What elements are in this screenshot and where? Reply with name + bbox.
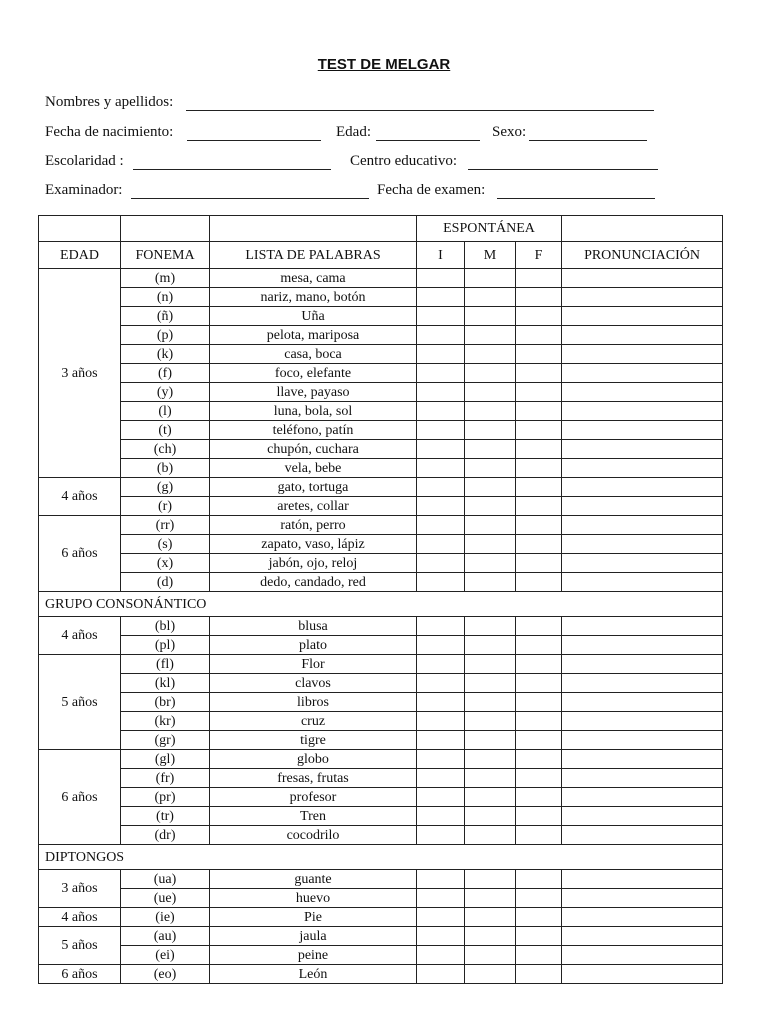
table-row (39, 497, 723, 516)
fonema-cell: (bl) (121, 617, 210, 636)
fonema-cell: (gl) (121, 750, 210, 769)
page-title: TEST DE MELGAR (317, 56, 451, 73)
fonema-cell: (k) (121, 345, 210, 364)
pronunciacion-cell[interactable] (562, 364, 723, 383)
i-cell[interactable] (417, 383, 465, 402)
m-cell[interactable] (465, 927, 516, 946)
table-row (39, 807, 723, 826)
section-row (39, 845, 723, 870)
f-cell[interactable] (516, 807, 562, 826)
i-header: I (417, 242, 465, 269)
table-row (39, 459, 723, 478)
table-row (39, 269, 723, 288)
i-cell[interactable] (417, 965, 465, 984)
m-cell[interactable] (465, 870, 516, 889)
f-cell[interactable] (516, 421, 562, 440)
i-cell[interactable] (417, 788, 465, 807)
i-cell[interactable] (417, 889, 465, 908)
fonema-cell: (ñ) (121, 307, 210, 326)
pronunciacion-cell[interactable] (562, 516, 723, 535)
m-cell[interactable] (465, 636, 516, 655)
fonema-cell: (rr) (121, 516, 210, 535)
age-cell: 6 años (39, 516, 121, 592)
palabras-cell: tigre (210, 731, 417, 750)
f-cell[interactable] (516, 712, 562, 731)
nombres-label: Nombres y apellidos: (45, 94, 174, 110)
f-cell[interactable] (516, 889, 562, 908)
pronunciacion-cell[interactable] (562, 573, 723, 592)
i-cell[interactable] (417, 554, 465, 573)
pronunciacion-cell[interactable] (562, 788, 723, 807)
fonema-cell: (m) (121, 269, 210, 288)
pronunciacion-cell[interactable] (562, 946, 723, 965)
m-cell[interactable] (465, 807, 516, 826)
palabras-cell: blusa (210, 617, 417, 636)
table-row (39, 307, 723, 326)
fonema-cell: (br) (121, 693, 210, 712)
fonema-cell: (p) (121, 326, 210, 345)
m-cell[interactable] (465, 769, 516, 788)
table-row (39, 440, 723, 459)
f-cell[interactable] (516, 459, 562, 478)
palabras-cell: chupón, cuchara (210, 440, 417, 459)
m-header: M (465, 242, 516, 269)
edad-header: EDAD (39, 242, 121, 269)
table-row (39, 908, 723, 927)
centro-field[interactable] (468, 169, 658, 170)
fonema-header: FONEMA (121, 242, 210, 269)
fonema-cell: (y) (121, 383, 210, 402)
fonema-cell: (eo) (121, 965, 210, 984)
table-row (39, 345, 723, 364)
pronunciacion-cell[interactable] (562, 712, 723, 731)
fonema-cell: (d) (121, 573, 210, 592)
table-row (39, 516, 723, 535)
escolaridad-label: Escolaridad : (45, 153, 124, 169)
palabras-cell: libros (210, 693, 417, 712)
section-title: DIPTONGOS (39, 845, 723, 870)
m-cell[interactable] (465, 535, 516, 554)
f-cell[interactable] (516, 965, 562, 984)
table-row (39, 383, 723, 402)
fonema-cell: (ua) (121, 870, 210, 889)
fonema-cell: (b) (121, 459, 210, 478)
table-row (39, 946, 723, 965)
pronunciacion-cell[interactable] (562, 750, 723, 769)
i-cell[interactable] (417, 573, 465, 592)
palabras-cell: Flor (210, 655, 417, 674)
fonema-cell: (fr) (121, 769, 210, 788)
f-cell[interactable] (516, 731, 562, 750)
palabras-cell: clavos (210, 674, 417, 693)
palabras-cell: Pie (210, 908, 417, 927)
i-cell[interactable] (417, 459, 465, 478)
pronunciacion-cell[interactable] (562, 421, 723, 440)
age-cell: 4 años (39, 478, 121, 516)
age-cell: 4 años (39, 908, 121, 927)
fonema-cell: (kl) (121, 674, 210, 693)
pronunciacion-cell[interactable] (562, 693, 723, 712)
fonema-cell: (pr) (121, 788, 210, 807)
pronunciacion-cell[interactable] (562, 655, 723, 674)
table-row (39, 364, 723, 383)
f-cell[interactable] (516, 946, 562, 965)
pronunciacion-cell[interactable] (562, 383, 723, 402)
table-row (39, 674, 723, 693)
f-cell[interactable] (516, 788, 562, 807)
i-cell[interactable] (417, 269, 465, 288)
palabras-cell: zapato, vaso, lápiz (210, 535, 417, 554)
f-cell[interactable] (516, 440, 562, 459)
header-row-2 (39, 242, 723, 269)
palabras-cell: pelota, mariposa (210, 326, 417, 345)
fonema-cell: (t) (121, 421, 210, 440)
f-cell[interactable] (516, 516, 562, 535)
table-row (39, 478, 723, 497)
age-cell: 6 años (39, 750, 121, 845)
pronunciacion-cell[interactable] (562, 617, 723, 636)
i-cell[interactable] (417, 364, 465, 383)
fonema-cell: (fl) (121, 655, 210, 674)
palabras-cell: profesor (210, 788, 417, 807)
table-row (39, 750, 723, 769)
m-cell[interactable] (465, 712, 516, 731)
fonema-cell: (ei) (121, 946, 210, 965)
m-cell[interactable] (465, 965, 516, 984)
header-row-1 (39, 216, 723, 242)
fonema-cell: (s) (121, 535, 210, 554)
fonema-cell: (dr) (121, 826, 210, 845)
i-cell[interactable] (417, 636, 465, 655)
f-cell[interactable] (516, 497, 562, 516)
i-cell[interactable] (417, 674, 465, 693)
fecha-examen-field[interactable] (497, 198, 655, 199)
m-cell[interactable] (465, 516, 516, 535)
m-cell[interactable] (465, 655, 516, 674)
pronunciacion-cell[interactable] (562, 535, 723, 554)
fecha-nacimiento-label: Fecha de nacimiento: (45, 124, 174, 140)
pronunciacion-cell[interactable] (562, 807, 723, 826)
pronunciacion-cell[interactable] (562, 478, 723, 497)
f-cell[interactable] (516, 288, 562, 307)
f-cell[interactable] (516, 364, 562, 383)
edad-label: Edad: (336, 124, 371, 140)
f-cell[interactable] (516, 636, 562, 655)
table-row (39, 693, 723, 712)
m-cell[interactable] (465, 440, 516, 459)
i-cell[interactable] (417, 927, 465, 946)
palabras-cell: globo (210, 750, 417, 769)
pronunciacion-cell[interactable] (562, 769, 723, 788)
i-cell[interactable] (417, 693, 465, 712)
pronunciacion-cell[interactable] (562, 307, 723, 326)
f-cell[interactable] (516, 383, 562, 402)
pronunciacion-cell[interactable] (562, 636, 723, 655)
m-cell[interactable] (465, 345, 516, 364)
m-cell[interactable] (465, 889, 516, 908)
palabras-cell: nariz, mano, botón (210, 288, 417, 307)
pronunciacion-cell[interactable] (562, 288, 723, 307)
m-cell[interactable] (465, 826, 516, 845)
palabras-cell: foco, elefante (210, 364, 417, 383)
fonema-cell: (ch) (121, 440, 210, 459)
pronunciacion-cell[interactable] (562, 731, 723, 750)
pronunciacion-cell[interactable] (562, 889, 723, 908)
section-title: GRUPO CONSONÁNTICO (39, 592, 723, 617)
palabras-cell: León (210, 965, 417, 984)
table-row (39, 636, 723, 655)
f-cell[interactable] (516, 826, 562, 845)
pronunciacion-cell[interactable] (562, 554, 723, 573)
espontanea-header: ESPONTÁNEA (417, 216, 562, 242)
i-cell[interactable] (417, 478, 465, 497)
fonema-cell: (pl) (121, 636, 210, 655)
i-cell[interactable] (417, 497, 465, 516)
palabras-cell: cruz (210, 712, 417, 731)
table-row (39, 826, 723, 845)
nombres-field[interactable] (186, 110, 654, 111)
f-cell[interactable] (516, 326, 562, 345)
age-cell: 5 años (39, 655, 121, 750)
i-cell[interactable] (417, 440, 465, 459)
m-cell[interactable] (465, 497, 516, 516)
palabras-cell: huevo (210, 889, 417, 908)
m-cell[interactable] (465, 326, 516, 345)
f-cell[interactable] (516, 908, 562, 927)
age-cell: 3 años (39, 269, 121, 478)
table-row (39, 889, 723, 908)
palabras-cell: fresas, frutas (210, 769, 417, 788)
fonema-cell: (l) (121, 402, 210, 421)
f-cell[interactable] (516, 345, 562, 364)
m-cell[interactable] (465, 731, 516, 750)
edad-field[interactable] (376, 140, 480, 141)
i-cell[interactable] (417, 908, 465, 927)
f-header: F (516, 242, 562, 269)
centro-label: Centro educativo: (350, 153, 458, 169)
i-cell[interactable] (417, 731, 465, 750)
i-cell[interactable] (417, 807, 465, 826)
fonema-cell: (ue) (121, 889, 210, 908)
pronunciacion-cell[interactable] (562, 326, 723, 345)
m-cell[interactable] (465, 364, 516, 383)
palabras-cell: aretes, collar (210, 497, 417, 516)
f-cell[interactable] (516, 655, 562, 674)
f-cell[interactable] (516, 269, 562, 288)
table-row (39, 788, 723, 807)
age-cell: 5 años (39, 927, 121, 965)
m-cell[interactable] (465, 459, 516, 478)
fecha-examen-label: Fecha de examen: (377, 182, 486, 198)
m-cell[interactable] (465, 421, 516, 440)
pronunciacion-cell[interactable] (562, 402, 723, 421)
f-cell[interactable] (516, 573, 562, 592)
pronunciacion-cell[interactable] (562, 927, 723, 946)
sexo-field[interactable] (529, 140, 647, 141)
pronunciacion-cell[interactable] (562, 459, 723, 478)
table-row (39, 655, 723, 674)
palabras-cell: jaula (210, 927, 417, 946)
m-cell[interactable] (465, 946, 516, 965)
pronunciacion-cell[interactable] (562, 826, 723, 845)
f-cell[interactable] (516, 769, 562, 788)
m-cell[interactable] (465, 693, 516, 712)
i-cell[interactable] (417, 345, 465, 364)
palabras-cell: jabón, ojo, reloj (210, 554, 417, 573)
table-row (39, 573, 723, 592)
m-cell[interactable] (465, 269, 516, 288)
i-cell[interactable] (417, 326, 465, 345)
i-cell[interactable] (417, 769, 465, 788)
pronunciacion-cell[interactable] (562, 269, 723, 288)
m-cell[interactable] (465, 573, 516, 592)
pronunciacion-cell[interactable] (562, 497, 723, 516)
palabras-cell: casa, boca (210, 345, 417, 364)
fonema-cell: (kr) (121, 712, 210, 731)
m-cell[interactable] (465, 617, 516, 636)
sexo-label: Sexo: (492, 124, 527, 140)
fonema-cell: (n) (121, 288, 210, 307)
table-row (39, 402, 723, 421)
i-cell[interactable] (417, 421, 465, 440)
pronunciacion-cell[interactable] (562, 345, 723, 364)
fonema-cell: (f) (121, 364, 210, 383)
f-cell[interactable] (516, 554, 562, 573)
table-row (39, 535, 723, 554)
examinador-field[interactable] (131, 198, 369, 199)
f-cell[interactable] (516, 402, 562, 421)
pronunciacion-cell[interactable] (562, 674, 723, 693)
i-cell[interactable] (417, 826, 465, 845)
pronunciacion-cell[interactable] (562, 908, 723, 927)
escolaridad-field[interactable] (133, 169, 331, 170)
fecha-nacimiento-field[interactable] (187, 140, 321, 141)
age-cell: 6 años (39, 965, 121, 984)
age-cell: 3 años (39, 870, 121, 908)
table-row (39, 326, 723, 345)
palabras-cell: mesa, cama (210, 269, 417, 288)
f-cell[interactable] (516, 617, 562, 636)
m-cell[interactable] (465, 750, 516, 769)
f-cell[interactable] (516, 307, 562, 326)
table-row (39, 712, 723, 731)
pronunciacion-cell[interactable] (562, 870, 723, 889)
i-cell[interactable] (417, 750, 465, 769)
f-cell[interactable] (516, 870, 562, 889)
m-cell[interactable] (465, 478, 516, 497)
f-cell[interactable] (516, 535, 562, 554)
palabras-cell: luna, bola, sol (210, 402, 417, 421)
palabras-cell: gato, tortuga (210, 478, 417, 497)
fonema-cell: (r) (121, 497, 210, 516)
palabras-cell: Uña (210, 307, 417, 326)
f-cell[interactable] (516, 674, 562, 693)
i-cell[interactable] (417, 288, 465, 307)
pronunciacion-cell[interactable] (562, 440, 723, 459)
palabras-cell: cocodrilo (210, 826, 417, 845)
i-cell[interactable] (417, 946, 465, 965)
palabras-cell: peine (210, 946, 417, 965)
m-cell[interactable] (465, 383, 516, 402)
palabras-cell: teléfono, patín (210, 421, 417, 440)
section-row (39, 592, 723, 617)
palabras-cell: llave, payaso (210, 383, 417, 402)
i-cell[interactable] (417, 655, 465, 674)
i-cell[interactable] (417, 535, 465, 554)
m-cell[interactable] (465, 288, 516, 307)
table-row (39, 421, 723, 440)
i-cell[interactable] (417, 712, 465, 731)
age-cell: 4 años (39, 617, 121, 655)
pronunciacion-header: PRONUNCIACIÓN (562, 242, 723, 269)
i-cell[interactable] (417, 402, 465, 421)
fonema-cell: (ie) (121, 908, 210, 927)
m-cell[interactable] (465, 908, 516, 927)
melgar-table (38, 215, 723, 984)
m-cell[interactable] (465, 788, 516, 807)
fonema-cell: (x) (121, 554, 210, 573)
m-cell[interactable] (465, 307, 516, 326)
m-cell[interactable] (465, 402, 516, 421)
palabras-cell: vela, bebe (210, 459, 417, 478)
f-cell[interactable] (516, 750, 562, 769)
pronunciacion-cell[interactable] (562, 965, 723, 984)
fonema-cell: (tr) (121, 807, 210, 826)
table-row (39, 554, 723, 573)
table-row (39, 288, 723, 307)
m-cell[interactable] (465, 674, 516, 693)
i-cell[interactable] (417, 516, 465, 535)
palabras-cell: plato (210, 636, 417, 655)
i-cell[interactable] (417, 617, 465, 636)
table-row (39, 927, 723, 946)
palabras-cell: ratón, perro (210, 516, 417, 535)
examinador-label: Examinador: (45, 182, 123, 198)
i-cell[interactable] (417, 307, 465, 326)
i-cell[interactable] (417, 870, 465, 889)
palabras-cell: dedo, candado, red (210, 573, 417, 592)
f-cell[interactable] (516, 927, 562, 946)
table-row (39, 617, 723, 636)
f-cell[interactable] (516, 693, 562, 712)
fonema-cell: (gr) (121, 731, 210, 750)
table-row (39, 870, 723, 889)
table-row (39, 769, 723, 788)
lista-header: LISTA DE PALABRAS (210, 242, 417, 269)
fonema-cell: (g) (121, 478, 210, 497)
table-row (39, 965, 723, 984)
palabras-cell: Tren (210, 807, 417, 826)
m-cell[interactable] (465, 554, 516, 573)
fonema-cell: (au) (121, 927, 210, 946)
palabras-cell: guante (210, 870, 417, 889)
table-row (39, 731, 723, 750)
f-cell[interactable] (516, 478, 562, 497)
